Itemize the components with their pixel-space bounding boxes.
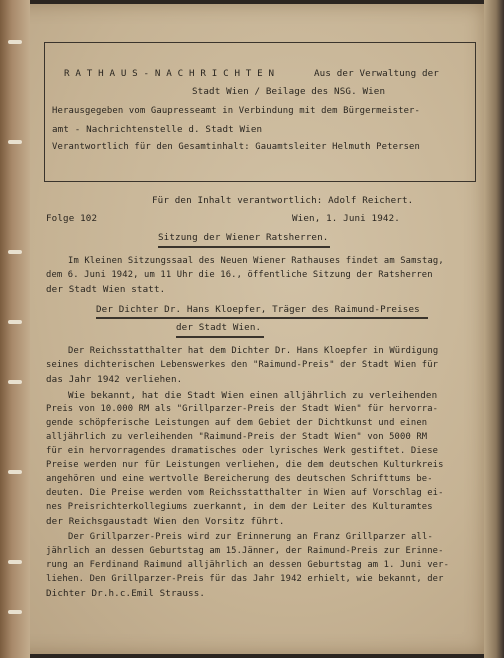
- text-line: Preis von 10.000 RM als "Grillparzer-Preis der Stadt Wien" für hervorra-: [46, 404, 439, 414]
- masthead-line: amt - Nachrichtenstelle d. Stadt Wien: [52, 124, 263, 135]
- text-line: angehören und eine wertvolle Bereicherung des deutschen Schrifttums be-: [46, 474, 433, 484]
- title-underline: [158, 246, 330, 248]
- text-line: gende schöpferische Leistungen auf dem Gebiet der Dichtkunst und einen: [46, 418, 428, 428]
- binding-stitch: [8, 610, 22, 614]
- section-title: Der Dichter Dr. Hans Kloepfer, Träger des Raimund-Preises: [96, 304, 420, 315]
- text-line: Dichter Dr.h.c.Emil Strauss.: [46, 588, 206, 599]
- masthead-line: Verantwortlich für den Gesamtinhalt: Gauamtsleiter Helmuth Petersen: [52, 142, 421, 152]
- binding-stitch: [8, 560, 22, 564]
- masthead-line: Stadt Wien / Beilage des NSG. Wien: [192, 86, 386, 97]
- text-line: Der Grillparzer-Preis wird zur Erinnerung an Franz Grillparzer all-: [68, 532, 433, 542]
- text-line: Der Reichsstatthalter hat dem Dichter Dr. Hans Kloepfer in Würdigung: [68, 346, 439, 356]
- text-line: für ein hervorragendes dramatisches oder lyrisches Werk gestiftet. Diese: [46, 446, 439, 456]
- text-line: nes Preisrichterkollegiums zuerkannt, in dem der Leiter des Kulturamtes: [46, 502, 433, 512]
- binding-stitch: [8, 140, 22, 144]
- section-title: der Stadt Wien.: [176, 322, 262, 333]
- text-line: jährlich an dessen Geburtstag am 15.Jänner, der Raimund-Preis zur Erinne-: [46, 546, 444, 556]
- page-edge: [484, 0, 504, 658]
- text-line: dem 6. Juni 1942, um 11 Uhr die 16., öffentliche Sitzung der Ratsherren: [46, 270, 433, 280]
- binding-stitch: [8, 470, 22, 474]
- masthead-subtitle: Aus der Verwaltung der: [314, 68, 439, 79]
- text-line: liehen. Den Grillparzer-Preis für das Jahr 1942 erhielt, wie bekannt, der: [46, 574, 444, 584]
- binding-stitch: [8, 250, 22, 254]
- responsible-line: Für den Inhalt verantwortlich: Adolf Reichert.: [152, 195, 414, 206]
- text-line: der Reichsgaustadt Wien den Vorsitz führt.: [46, 516, 285, 527]
- masthead-line: Herausgegeben vom Gaupresseamt in Verbindung mit dem Bürgermeister-: [52, 106, 421, 116]
- text-line: der Stadt Wien statt.: [46, 284, 166, 295]
- text-line: deuten. Die Preise werden vom Reichsstatthalter in Wien auf Vorschlag ei-: [46, 488, 444, 498]
- text-line: rung an Ferdinand Raimund alljährlich an dessen Geburtstag am 1. Juni ver-: [46, 560, 450, 570]
- masthead-title: R A T H A U S - N A C H R I C H T E N: [64, 68, 275, 79]
- dateline: Wien, 1. Juni 1942.: [292, 213, 400, 224]
- text-line: alljährlich zu verleihenden "Raimund-Preis der Stadt Wien" von 5000 RM: [46, 432, 428, 442]
- text-line: Wie bekannt, hat die Stadt Wien einen alljährlich zu verleihenden: [68, 390, 438, 401]
- binding-stitch: [8, 320, 22, 324]
- title-underline: [176, 336, 264, 338]
- section-title: Sitzung der Wiener Ratsherren.: [158, 232, 329, 243]
- binding-stitch: [8, 40, 22, 44]
- issue-number: Folge 102: [46, 213, 98, 224]
- text-line: Im Kleinen Sitzungssaal des Neuen Wiener Rathauses findet am Samstag,: [68, 256, 444, 266]
- binding-stitch: [8, 380, 22, 384]
- text-line: das Jahr 1942 verliehen.: [46, 374, 183, 385]
- binding-spine: [0, 0, 30, 658]
- title-underline: [96, 317, 428, 319]
- text-line: Preise werden nur für Leistungen verliehen, die dem deutschen Kulturkreis: [46, 460, 444, 470]
- text-line: seines dichterischen Lebenswerkes den "Raimund-Preis" der Stadt Wien für: [46, 360, 439, 370]
